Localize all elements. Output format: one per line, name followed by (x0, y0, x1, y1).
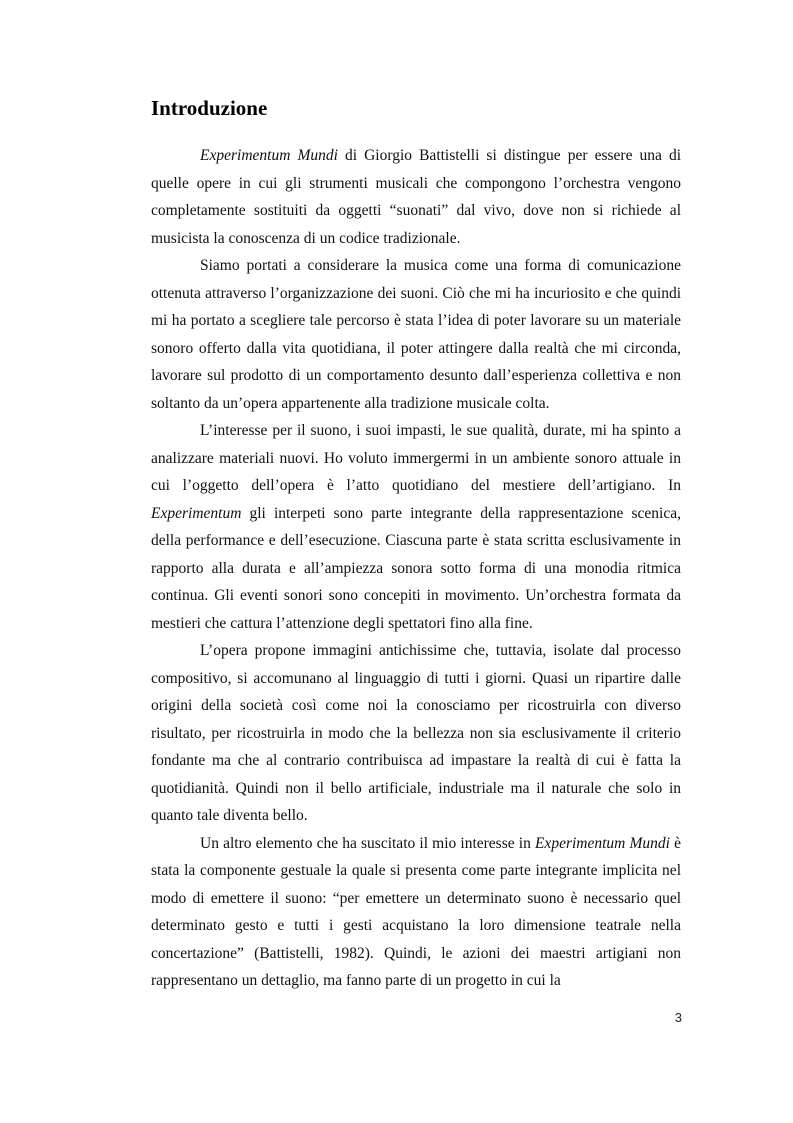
paragraph-text: gli interpeti sono parte integrante della rappresentazione scenica, della performance e dell’esecuzione. Ciascuna parte è stata scritta esclusivamente in rapporto alla durata e all’ampiezza sonora sotto forma di una monodia ritmica continua. Gli eventi sonori sono concepiti in movimento. Un’orchestra formata da mestieri che cattura l’attenzione degli spettatori fino alla fine. (151, 504, 681, 632)
paragraph (151, 252, 681, 417)
paragraph-text: Un altro elemento che ha suscitato il mio interesse in (200, 834, 535, 852)
italic-title: Experimentum (151, 504, 242, 522)
section-heading: Introduzione (151, 96, 268, 120)
page-number: 3 (674, 1010, 682, 1025)
paragraph-text: Siamo portati a considerare la musica come una forma di comunicazione ottenuta attraverso l’organizzazione dei suoni. Ciò che mi ha incuriosito e che quindi mi ha portato a scegliere tale percorso è stata l’idea di poter lavorare su un materiale sonoro offerto dalla vita quotidiana, il poter attingere dalla realtà che mi circonda, lavorare sul prodotto di un comportamento desunto dall’esperienza collettiva e non soltanto da un’opera appartenente alla tradizione musicale colta. (151, 257, 681, 412)
paragraph (151, 417, 681, 637)
paragraph (151, 830, 681, 995)
paragraph (151, 142, 681, 252)
paragraph-text: è stata la componente gestuale la quale si presenta come parte integrante implicita nel modo di emettere il suono: “per emettere un determinato suono è necessario quel determinato gesto e tutti i gesti acquistano la loro dimensione teatrale nella concertazione” (Battistelli, 1982). Quindi, le azioni dei maestri artigiani non rappresentano un dettaglio, ma fanno parte di un progetto in cui la (151, 834, 681, 989)
italic-title: Experimentum Mundi (534, 834, 670, 852)
paragraph (151, 637, 681, 830)
italic-title: Experimentum Mundi (200, 147, 338, 164)
body-text (151, 142, 681, 995)
paragraph-text: L’opera propone immagini antichissime che, tuttavia, isolate dal processo compositivo, si accomunano al linguaggio di tutti i giorni. Quasi un ripartire dalle origini della società così come noi la conosciamo per ricostruirla con diverso risultato, per ricostruirla in modo che la bellezza non sia esclusivamente il criterio fondante ma che al contrario contribuisca ad impastare la realtà di cui è fatta la quotidianità. Quindi non il bello artificiale, industriale ma il naturale che solo in quanto tale diventa bello. (151, 642, 681, 824)
paragraph-text: L’interesse per il suono, i suoi impasti, le sue qualità, durate, mi ha spinto a analizzare materiali nuovi. Ho voluto immergermi in un ambiente sonoro attuale in cui l’oggetto dell’opera è l’atto quotidiano del mestiere dell’artigiano. In (151, 422, 681, 494)
paragraph-text: di Giorgio Battistelli si distingue per essere una di quelle opere in cui gli strumenti musicali che compongono l’orchestra vengono completamente sostituiti da oggetti “suonati” dal vivo, dove non si richiede al musicista la conoscenza di un codice tradizionale. (151, 147, 682, 247)
